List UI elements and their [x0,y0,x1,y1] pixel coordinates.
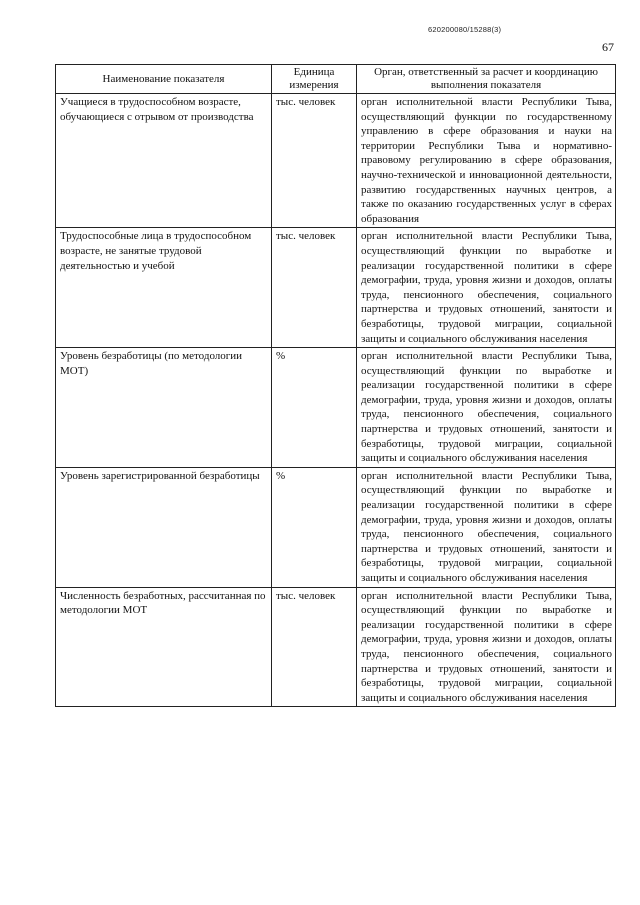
column-header-organ: Орган, ответственный за расчет и координацию выполнения показателя [357,65,616,94]
responsible-organ-cell: орган исполнительной власти Республики Тыва, осуществляющий функции по государственному управлению в сфере образования и науки на территории Республики Тыва и нормативно-правовому регулированию в сфере образования, научно-технической и инновационной деятельности, развитию государственных научных центров, а также по оказанию государственных услуг в сферах образования [357,94,616,228]
responsible-organ-cell: орган исполнительной власти Республики Тыва, осуществляющий функции по выработке и реализации государственной политики в сфере демографии, труда, уровня жизни и доходов, оплаты труда, пенсионного обеспечения, социального партнерства и трудовых отношений, занятости и безработицы, трудовой миграции, социальной защиты и социального обслуживания населения [357,348,616,468]
indicator-name-cell: Уровень зарегистрированной безработицы [56,467,272,587]
unit-cell: тыс. человек [272,94,357,228]
column-header-unit: Единица измерения [272,65,357,94]
table-row [56,348,616,468]
indicators-table [55,64,616,707]
table-row [56,467,616,587]
indicator-name-cell: Численность безработных, рассчитанная по методологии МОТ [56,587,272,707]
table-row [56,94,616,228]
unit-cell: тыс. человек [272,228,357,348]
unit-cell: % [272,467,357,587]
responsible-organ-cell: орган исполнительной власти Республики Тыва, осуществляющий функции по выработке и реализации государственной политики в сфере демографии, труда, уровня жизни и доходов, оплаты труда, пенсионного обеспечения, социального партнерства и трудовых отношений, занятости и безработицы, трудовой миграции, социальной защиты и социального обслуживания населения [357,467,616,587]
table-header-row [56,65,616,94]
unit-cell: тыс. человек [272,587,357,707]
indicator-name-cell: Трудоспособные лица в трудоспособном возрасте, не занятые трудовой деятельностью и учебой [56,228,272,348]
document-code: 620200080/15288(3) [428,25,502,34]
indicator-name-cell: Уровень безработицы (по методологии МОТ) [56,348,272,468]
page-number: 67 [602,40,614,54]
table-row [56,587,616,707]
unit-cell: % [272,348,357,468]
responsible-organ-cell: орган исполнительной власти Республики Тыва, осуществляющий функции по выработке и реализации государственной политики в сфере демографии, труда, уровня жизни и доходов, оплаты труда, пенсионного обеспечения, социального партнерства и трудовых отношений, занятости и безработицы, трудовой миграции, социальной защиты и социального обслуживания населения [357,587,616,707]
responsible-organ-cell: орган исполнительной власти Республики Тыва, осуществляющий функции по выработке и реализации государственной политики в сфере демографии, труда, уровня жизни и доходов, оплаты труда, пенсионного обеспечения, социального партнерства и трудовых отношений, занятости и безработицы, трудовой миграции, социальной защиты и социального обслуживания населения [357,228,616,348]
table-row [56,228,616,348]
column-header-name: Наименование показателя [56,65,272,94]
indicator-name-cell: Учащиеся в трудоспособном возрасте, обучающиеся с отрывом от производства [56,94,272,228]
